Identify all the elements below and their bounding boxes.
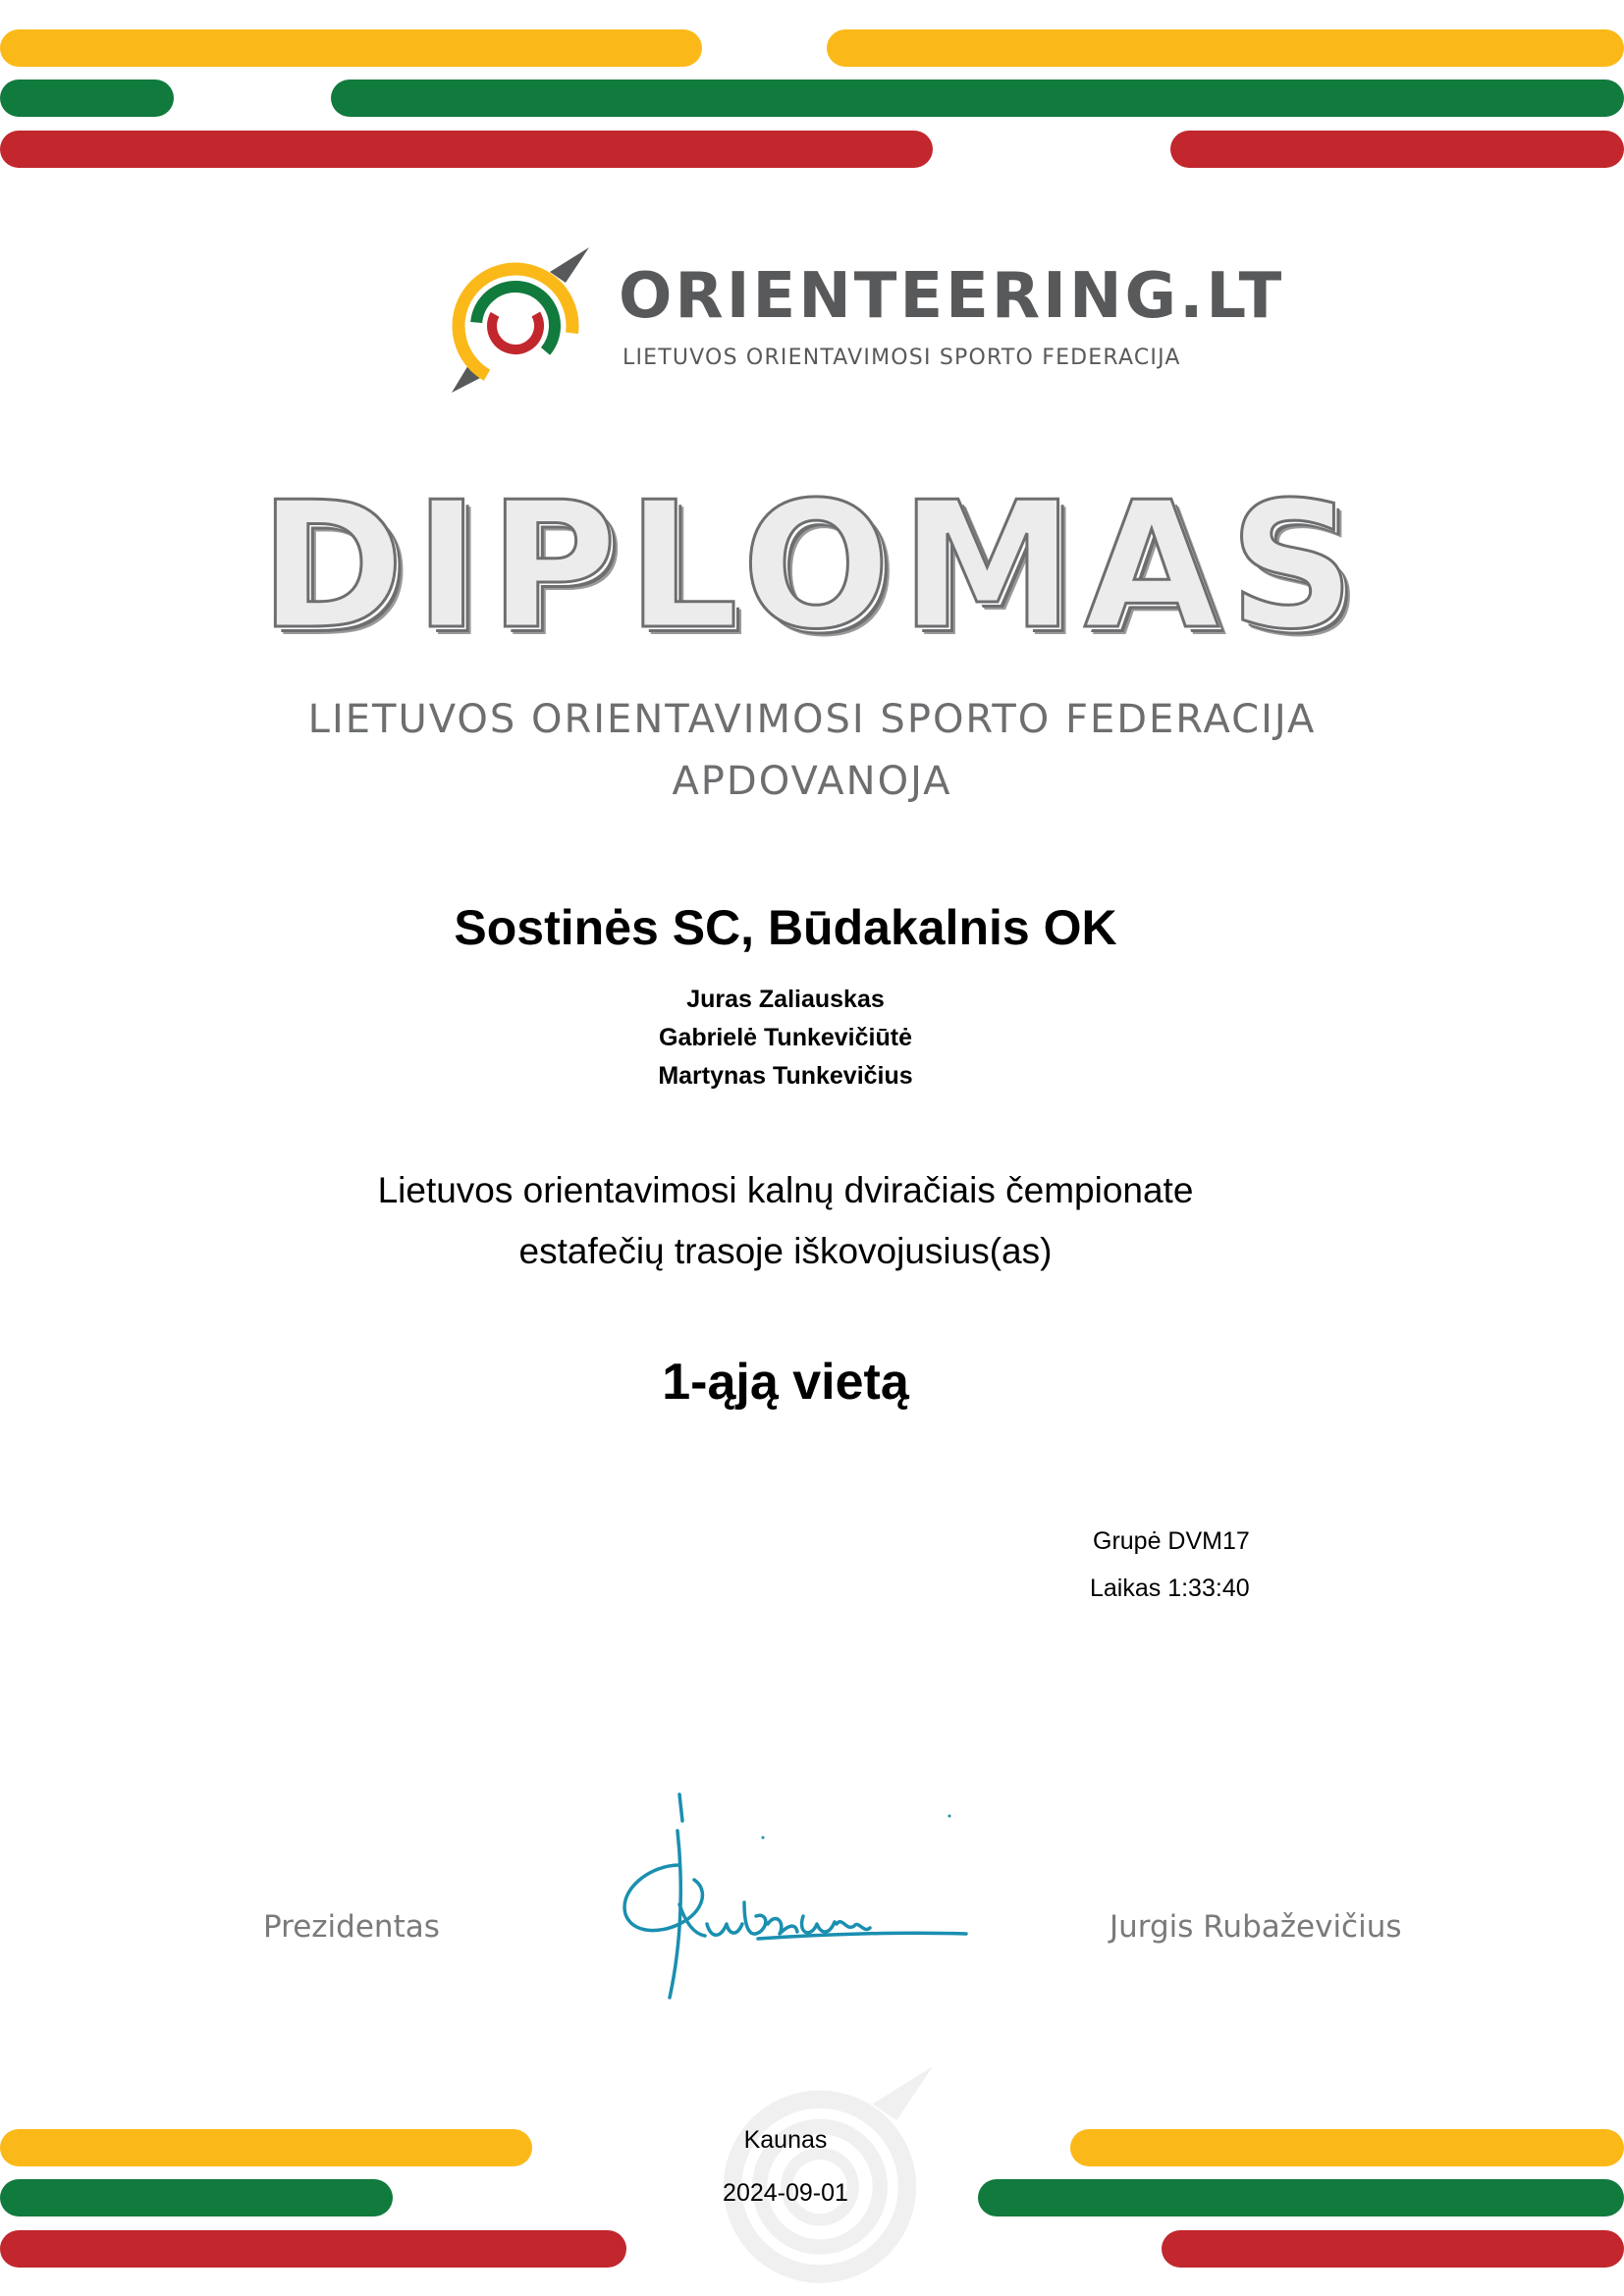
issue-city: Kaunas	[743, 2126, 828, 2154]
team-name: Sostinės SC, Būdakalnis OK	[454, 900, 1117, 955]
diploma-title-text: DIPLOMAS	[259, 464, 1365, 667]
diploma-title	[0, 464, 1624, 667]
member-name: Martynas Tunkevičius	[658, 1062, 913, 1090]
awards-text: APDOVANOJA	[672, 759, 952, 804]
logo-title: ORIENTEERING.LT	[619, 260, 1285, 333]
compass-ring-logo-icon	[442, 247, 589, 395]
stripe-red-right	[1162, 2230, 1624, 2268]
stripe-red-left	[0, 2230, 626, 2268]
member-name: Gabrielė Tunkevičiūtė	[659, 1024, 912, 1051]
stripe-green-left	[0, 80, 174, 117]
handwritten-signature	[611, 1787, 974, 2007]
federation-name: LIETUVOS ORIENTAVIMOSI SPORTO FEDERACIJA	[307, 697, 1317, 742]
stripe-yellow-right	[1070, 2129, 1624, 2166]
stripe-yellow-left	[0, 2129, 532, 2166]
member-name: Juras Zaliauskas	[686, 986, 885, 1013]
stripe-red-right	[1170, 131, 1624, 168]
orienteering-logo	[442, 247, 1285, 395]
signature-role: Prezidentas	[263, 1909, 440, 1945]
stripe-green-left	[0, 2179, 393, 2216]
achievement-line-1: Lietuvos orientavimosi kalnų dviračiais čempionate	[377, 1170, 1194, 1210]
place-text: 1-ąją vietą	[662, 1354, 909, 1411]
issue-date: 2024-09-01	[723, 2179, 848, 2207]
time-label: Laikas 1:33:40	[1090, 1575, 1250, 1602]
logo-subtitle: LIETUVOS ORIENTAVIMOSI SPORTO FEDERACIJA	[623, 346, 1181, 370]
stripe-yellow-right	[827, 29, 1624, 67]
achievement-line-2: estafečių trasoje iškovojusius(as)	[518, 1231, 1053, 1271]
stripe-red-left	[0, 131, 933, 168]
stripe-green-right	[331, 80, 1624, 117]
stripe-green-right	[978, 2179, 1624, 2216]
group-label: Grupė DVM17	[1093, 1527, 1250, 1555]
signer-name: Jurgis Rubaževičius	[1110, 1909, 1402, 1945]
stripe-yellow-left	[0, 29, 702, 67]
